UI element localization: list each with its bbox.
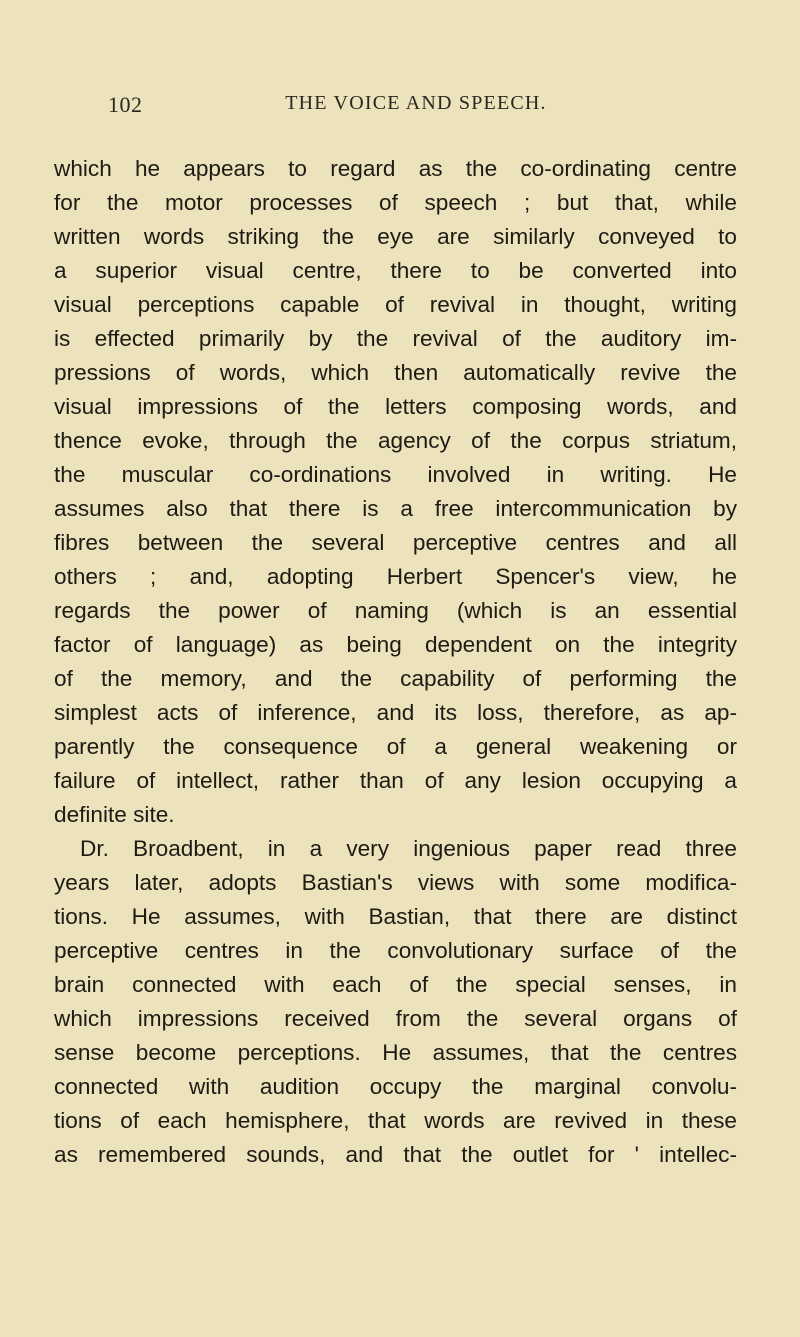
text-line: visual impressions of the letters composing words, and	[54, 394, 737, 419]
text-line: which he appears to regard as the co-ordinating centre	[54, 156, 737, 181]
text-line: pressions of words, which then automatically revive the	[54, 360, 737, 385]
text-line: tions of each hemisphere, that words are revived in these	[54, 1108, 737, 1133]
text-line: others ; and, adopting Herbert Spencer's view, he	[54, 564, 737, 589]
text-line: regards the power of naming (which is an essential	[54, 598, 737, 623]
text-line: brain connected with each of the special senses, in	[54, 972, 737, 997]
text-line: simplest acts of inference, and its loss, therefore, as ap-	[54, 700, 737, 725]
text-line: years later, adopts Bastian's views with some modifica-	[54, 870, 737, 895]
text-line: assumes also that there is a free intercommunication by	[54, 496, 737, 521]
text-line: perceptive centres in the convolutionary surface of the	[54, 938, 737, 963]
text-line: tions. He assumes, with Bastian, that there are distinct	[54, 904, 737, 929]
text-line: of the memory, and the capability of performing the	[54, 666, 737, 691]
text-line: sense become perceptions. He assumes, that the centres	[54, 1040, 737, 1065]
text-line: visual perceptions capable of revival in thought, writing	[54, 292, 737, 317]
text-line: for the motor processes of speech ; but that, while	[54, 190, 737, 215]
text-line: parently the consequence of a general weakening or	[54, 734, 737, 759]
text-line: which impressions received from the several organs of	[54, 1006, 737, 1031]
text-line: factor of language) as being dependent on the integrity	[54, 632, 737, 657]
page-header	[108, 92, 724, 122]
text-line: is effected primarily by the revival of the auditory im-	[54, 326, 737, 351]
text-line: a superior visual centre, there to be converted into	[54, 258, 737, 283]
body-text	[54, 152, 737, 1172]
paragraph-start-line: Dr. Broadbent, in a very ingenious paper read three	[80, 836, 737, 861]
paragraph-end-line: definite site.	[54, 802, 175, 827]
text-line: failure of intellect, rather than of any lesion occupying a	[54, 768, 737, 793]
text-line: written words striking the eye are similarly conveyed to	[54, 224, 737, 249]
running-title: THE VOICE AND SPEECH.	[285, 92, 547, 114]
text-line: fibres between the several perceptive centres and all	[54, 530, 737, 555]
page-number: 102	[108, 92, 143, 117]
text-line: the muscular co-ordinations involved in writing. He	[54, 462, 737, 487]
text-line: connected with audition occupy the marginal convolu-	[54, 1074, 737, 1099]
text-line: thence evoke, through the agency of the corpus striatum,	[54, 428, 737, 453]
text-line: as remembered sounds, and that the outlet for ' intellec-	[54, 1142, 737, 1167]
